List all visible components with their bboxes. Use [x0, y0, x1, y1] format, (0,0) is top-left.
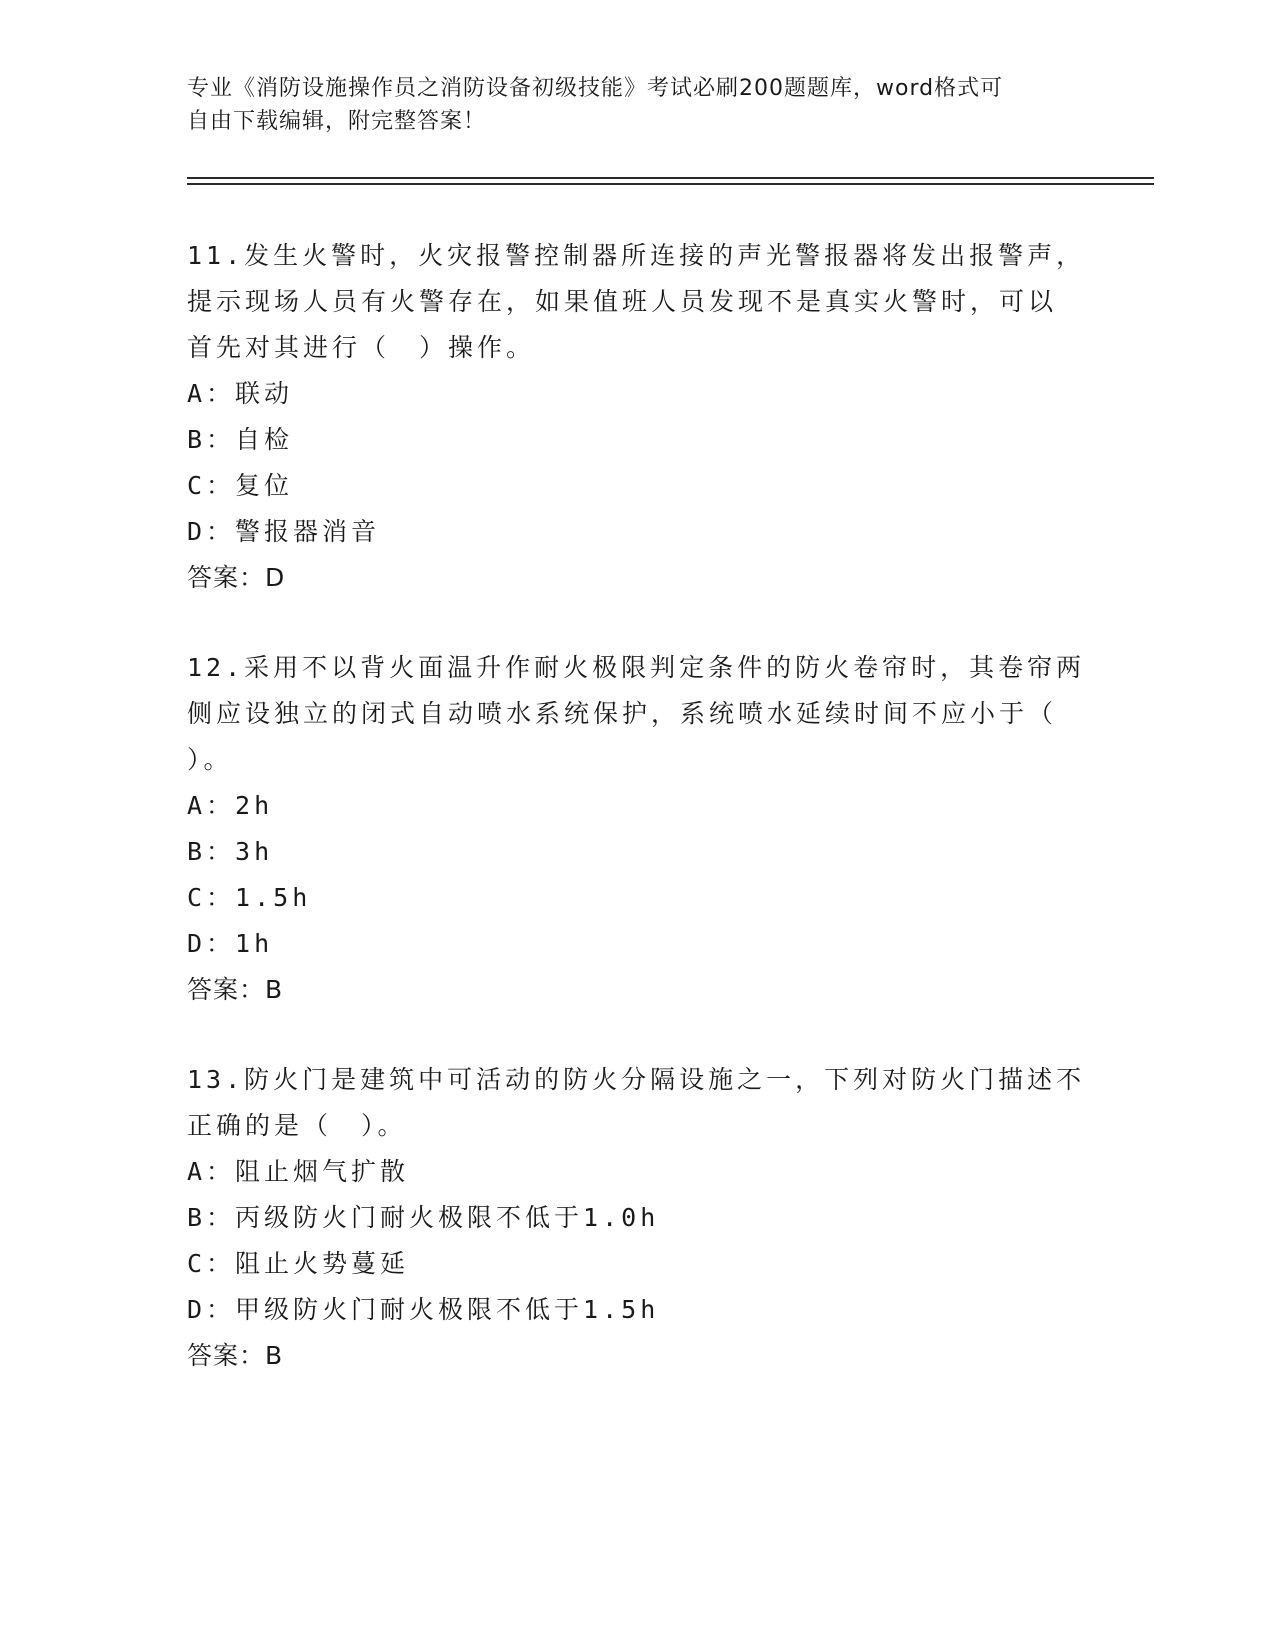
header-line-2: 自由下载编辑，附完整答案！ — [187, 109, 487, 134]
question-13 — [187, 1057, 1087, 1379]
option-d: D：甲级防火门耐火极限不低于1.5h — [187, 1295, 660, 1324]
question-stem-line: 提示现场人员有火警存在，如果值班人员发现不是真实火警时，可以 — [187, 287, 1058, 316]
option-c: C：阻止火势蔓延 — [187, 1249, 410, 1278]
option-b: B：自检 — [187, 425, 294, 454]
answer-label: 答案：B — [187, 1341, 284, 1370]
question-11 — [187, 233, 1087, 601]
option-a: A：2h — [187, 791, 274, 820]
option-a: A：阻止烟气扩散 — [187, 1157, 410, 1186]
header-line-1: 专业《消防设施操作员之消防设备初级技能》考试必刷200题题库，word格式可 — [187, 76, 1004, 101]
question-stem-line: 11.发生火警时，火灾报警控制器所连接的声光警报器将发出报警声， — [187, 241, 1086, 270]
option-c: C：1.5h — [187, 883, 312, 912]
document-header — [187, 72, 1087, 138]
answer-label: 答案：B — [187, 975, 284, 1004]
question-stem-line: 13.防火门是建筑中可活动的防火分隔设施之一，下列对防火门描述不 — [187, 1065, 1086, 1094]
answer-label: 答案：D — [187, 563, 286, 592]
header-divider-bottom — [187, 183, 1154, 185]
option-d: D：1h — [187, 929, 274, 958]
question-stem-line: 正确的是（ ）。 — [187, 1111, 407, 1140]
question-stem-line: 侧应设独立的闭式自动喷水系统保护，系统喷水延续时间不应小于（ — [187, 699, 1058, 728]
question-stem-line: 首先对其进行（ ）操作。 — [187, 333, 536, 362]
option-b: B：3h — [187, 837, 274, 866]
option-b: B：丙级防火门耐火极限不低于1.0h — [187, 1203, 660, 1232]
option-d: D：警报器消音 — [187, 517, 381, 546]
option-a: A：联动 — [187, 379, 294, 408]
header-divider-top — [187, 177, 1154, 179]
option-c: C：复位 — [187, 471, 294, 500]
question-12 — [187, 645, 1087, 1013]
question-stem-line: ）。 — [187, 745, 233, 774]
question-stem-line: 12.采用不以背火面温升作耐火极限判定条件的防火卷帘时，其卷帘两 — [187, 653, 1086, 682]
